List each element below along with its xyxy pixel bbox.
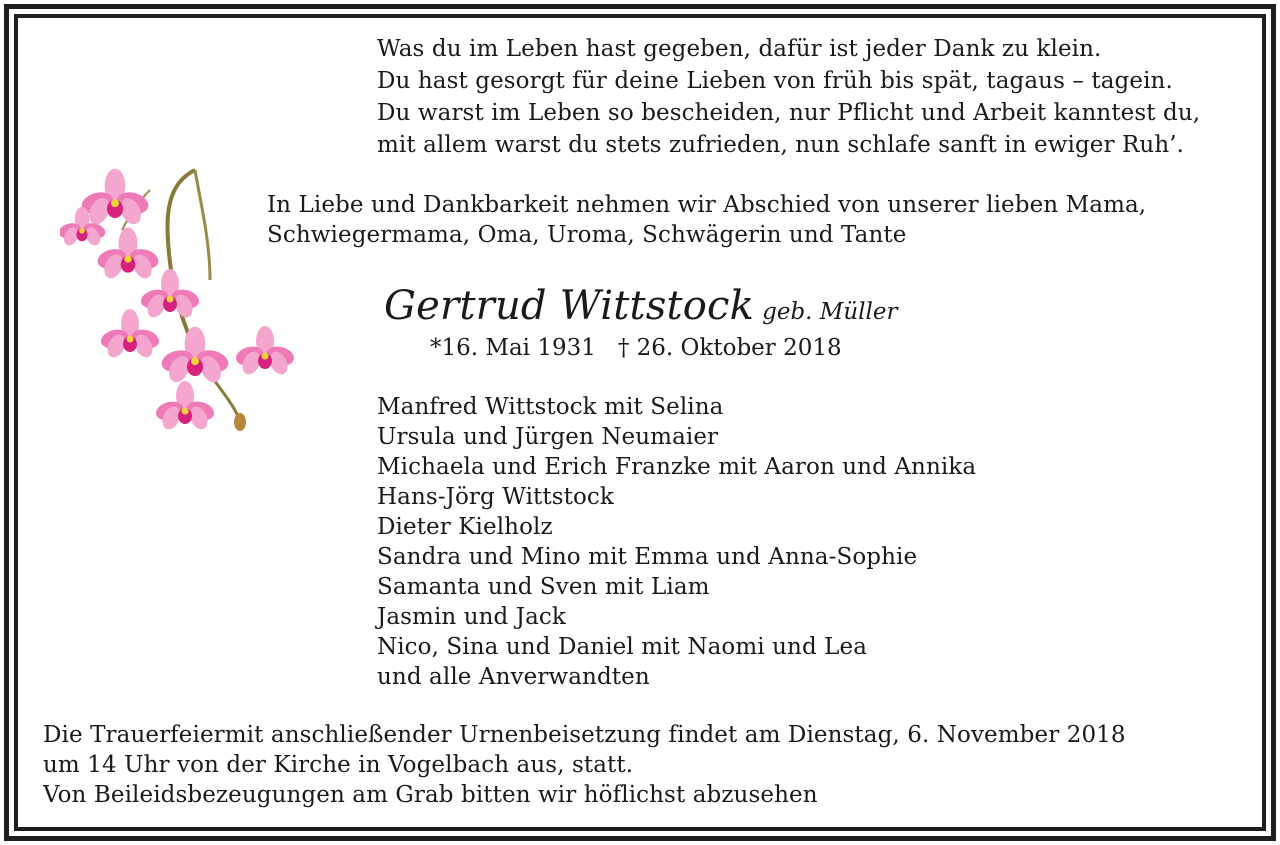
mourner-entry: Sandra und Mino mit Emma und Anna-Sophie	[377, 544, 918, 570]
poem-line: Du warst im Leben so bescheiden, nur Pflicht und Arbeit kanntest du,	[377, 100, 1201, 126]
mourner-entry: Ursula und Jürgen Neumaier	[377, 424, 719, 450]
deceased-name: Gertrud Wittstock	[384, 283, 755, 329]
notice-line: Von Beileidsbezeugungen am Grab bitten wir höflichst abzusehen	[43, 782, 818, 808]
mourner-entry: Jasmin und Jack	[377, 604, 566, 630]
life-dates	[430, 333, 842, 363]
notice-line: Die Trauerfeiermit anschließender Urnenbeisetzung findet am Dienstag, 6. November 2018	[43, 722, 1126, 748]
maiden-name: geb. Müller	[762, 299, 898, 325]
poem-line: Du hast gesorgt für deine Lieben von früh bis spät, tagaus – tagein.	[377, 68, 1173, 94]
mourner-entry: Samanta und Sven mit Liam	[377, 574, 710, 600]
mourners-list	[377, 392, 976, 692]
death-date: † 26. Oktober 2018	[617, 335, 842, 361]
intro-text	[267, 190, 1146, 250]
mourner-entry: Michaela und Erich Franzke mit Aaron und Annika	[377, 454, 977, 480]
poem-line: Was du im Leben hast gegeben, dafür ist jeder Dank zu klein.	[377, 36, 1102, 62]
mourner-entry: Hans-Jörg Wittstock	[377, 484, 614, 510]
mourner-entry: Nico, Sina und Daniel mit Naomi und Lea	[377, 634, 868, 660]
poem-line: mit allem warst du stets zufrieden, nun schlafe sanft in ewiger Ruh’.	[377, 132, 1185, 158]
birth-date: *16. Mai 1931	[430, 335, 596, 361]
notice-line: um 14 Uhr von der Kirche in Vogelbach aus, statt.	[43, 752, 634, 778]
mourner-entry: Manfred Wittstock mit Selina	[377, 394, 724, 420]
funeral-notice	[43, 720, 1126, 810]
mourner-entry: und alle Anverwandten	[377, 664, 650, 690]
deceased-name-row	[384, 282, 897, 330]
intro-line: Schwiegermama, Oma, Uroma, Schwägerin und Tante	[267, 222, 907, 248]
mourner-entry: Dieter Kielholz	[377, 514, 553, 540]
poem	[377, 34, 1200, 162]
intro-line: In Liebe und Dankbarkeit nehmen wir Abschied von unserer lieben Mama,	[267, 192, 1147, 218]
